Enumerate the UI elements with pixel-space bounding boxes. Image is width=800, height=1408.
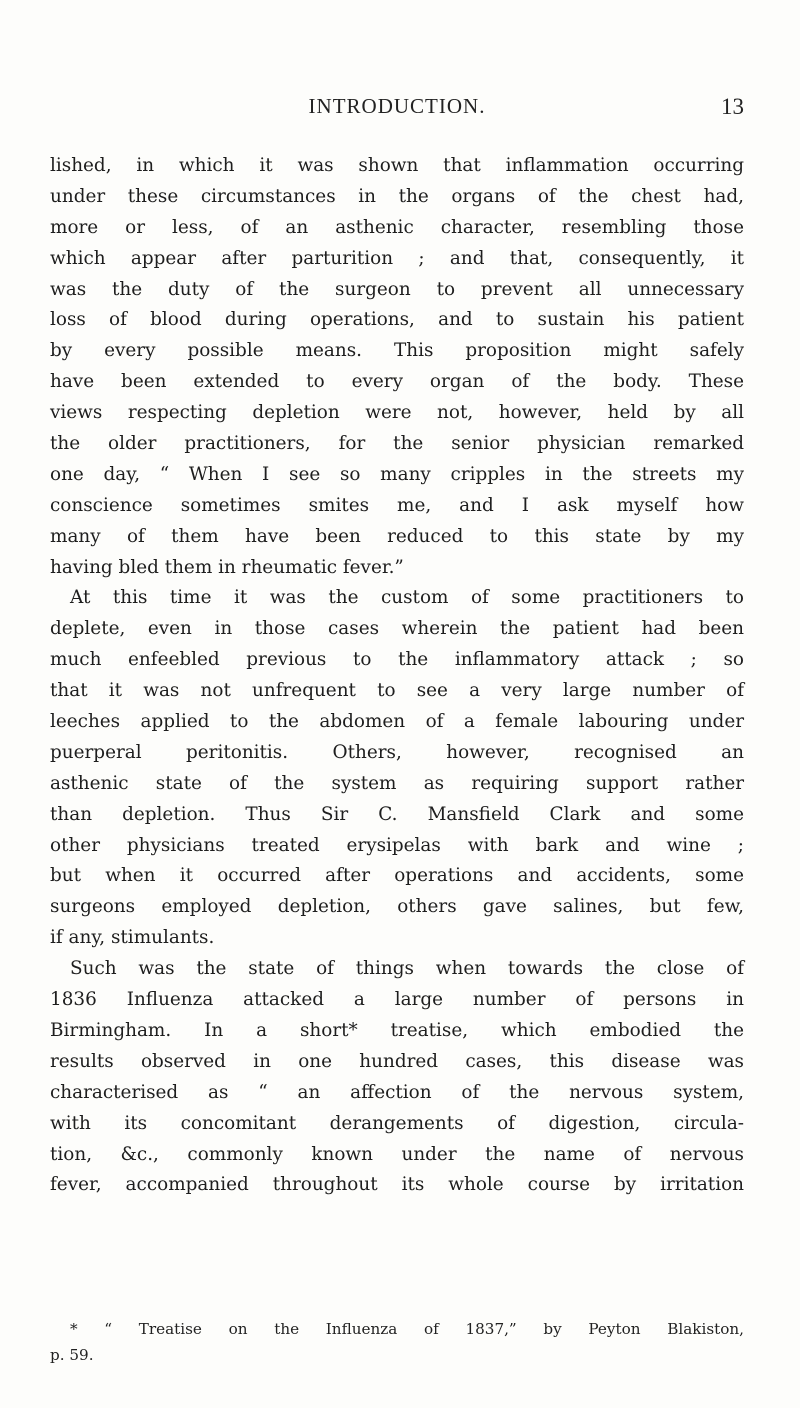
text-line: was the duty of the surgeon to prevent all unnecessary — [50, 278, 744, 300]
text-line: views respecting depletion were not, however, held by all — [50, 402, 744, 424]
text-line: characterised as “ an affection of the nervous system, — [50, 1081, 744, 1103]
text-line: conscience sometimes smites me, and I ask myself how — [50, 494, 744, 516]
text-line: At this time it was the custom of some practitioners to — [70, 587, 744, 609]
text-line: deplete, even in those cases wherein the patient had been — [50, 618, 744, 640]
text-line: asthenic state of the system as requiring support rather — [50, 772, 744, 794]
text-line: having bled them in rheumatic fever.” — [50, 556, 404, 578]
text-line: much enfeebled previous to the inflammatory attack ; so — [50, 649, 744, 671]
footnote — [50, 1316, 744, 1368]
text-line: other physicians treated erysipelas with bark and wine ; — [50, 834, 744, 856]
body-text — [50, 151, 744, 1201]
text-line: have been extended to every organ of the body. These — [50, 371, 744, 393]
text-line: Such was the state of things when towards the close of — [70, 958, 744, 980]
text-line: that it was not unfrequent to see a very large number of — [50, 680, 744, 702]
text-line: leeches applied to the abdomen of a female labouring under — [50, 711, 744, 733]
text-line: but when it occurred after operations and accidents, some — [50, 865, 744, 887]
page-number: 13 — [721, 94, 744, 119]
text-line: if any, stimulants. — [50, 927, 215, 949]
text-line: under these circumstances in the organs of the chest had, — [50, 185, 744, 207]
text-line: results observed in one hundred cases, this disease was — [50, 1050, 744, 1072]
text-line: surgeons employed depletion, others gave salines, but few, — [50, 896, 744, 918]
text-line: one day, “ When I see so many cripples in the streets my — [50, 463, 744, 485]
text-line: which appear after parturition ; and that, consequently, it — [50, 247, 744, 269]
text-line: the older practitioners, for the senior physician remarked — [50, 433, 744, 455]
page-header — [50, 94, 744, 130]
text-line: many of them have been reduced to this state by my — [50, 525, 744, 547]
footnote-line: * “ Treatise on the Influenza of 1837,” by Peyton Blakiston, — [70, 1320, 744, 1338]
text-line: Birmingham. In a short* treatise, which embodied the — [50, 1019, 744, 1041]
footnote-line: p. 59. — [50, 1346, 94, 1364]
text-line: 1836 Influenza attacked a large number of persons in — [50, 989, 744, 1011]
text-line: puerperal peritonitis. Others, however, recognised an — [50, 741, 744, 763]
running-head: INTRODUCTION. — [308, 94, 486, 118]
text-line: with its concomitant derangements of digestion, circula- — [50, 1112, 744, 1134]
text-line: by every possible means. This proposition might safely — [50, 340, 744, 362]
text-line: loss of blood during operations, and to sustain his patient — [50, 309, 744, 331]
text-line: lished, in which it was shown that inflammation occurring — [50, 155, 744, 176]
text-line: more or less, of an asthenic character, resembling those — [50, 216, 744, 238]
text-line: fever, accompanied throughout its whole course by irritation — [50, 1174, 744, 1196]
text-line: tion, &c., commonly known under the name of nervous — [50, 1143, 744, 1165]
text-line: than depletion. Thus Sir C. Mansfield Clark and some — [50, 803, 744, 825]
